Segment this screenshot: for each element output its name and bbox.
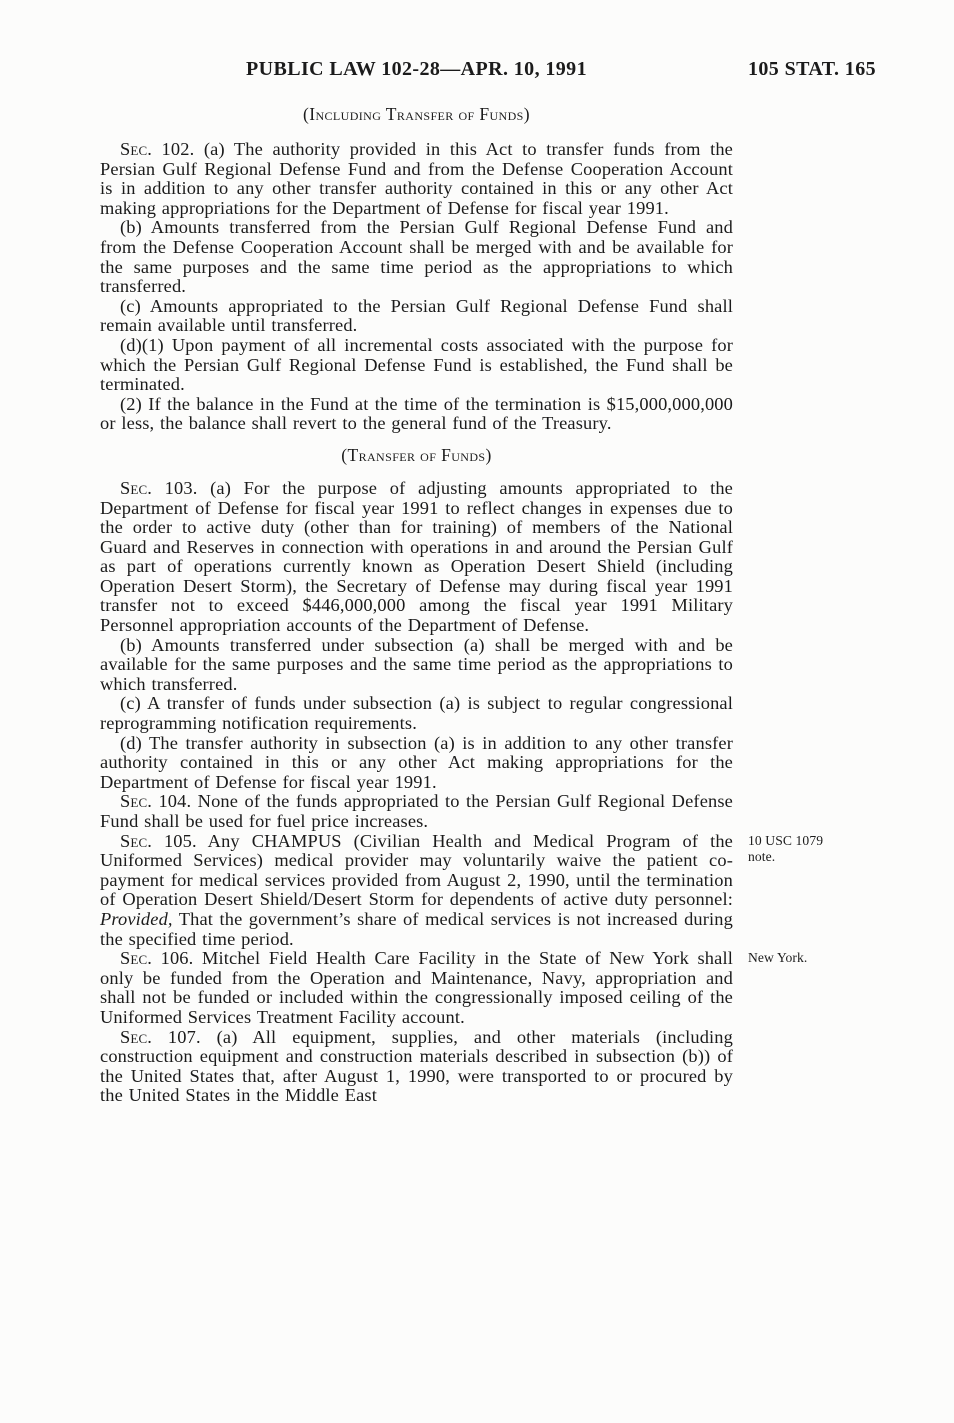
- text-segment: (2) If the balance in the Fund at the time of the termination is $15,000,000,000 or less, the balance shall revert to the general fund of the Treasury.: [100, 393, 733, 434]
- heading-including-transfer-of-funds: (Including Transfer of Funds): [302, 104, 530, 124]
- text-segment: (a) The authority provided in this Act to transfer funds from the Persian Gulf Regional Defense Fund and from the Defense Cooperation Account is in addition to any other transfer authority contained in this or any other Act making appropriations for the Department of Defense for fiscal year 1991.: [100, 139, 733, 218]
- text-segment: Sec. 103.: [120, 477, 198, 498]
- text-segment: (c) A transfer of funds under subsection (a) is subject to regular congressional reprogramming notification requirements.: [100, 693, 733, 734]
- margin-note: New York.: [748, 950, 808, 966]
- text-segment: (a) For the purpose of adjusting amounts appropriated to the Department of Defense for fiscal year 1991 to reflect changes in expenses due to the order to active duty (other than for training) of members of the National Guard and Reserves in connection with operations in and around the Persian Gulf as part of operations currently known as Operation Desert Shield (including Operation Desert Storm), the Secretary of Defense may during fiscal year 1991 transfer not to exceed $446,000,000 among the fiscal year 1991 Military Personnel appropriation accounts of the Department of Defense.: [100, 477, 733, 636]
- text-segment: (b) Amounts transferred from the Persian Gulf Regional Defense Fund and from the Defense Cooperation Account shall be merged with and be available for the same purposes and the same time period as the appropriations to which transferred.: [100, 217, 733, 297]
- sec-102-c: [100, 297, 733, 336]
- sec-102-d-1: [100, 336, 733, 395]
- text-segment: Mitchel Field Health Care Facility in the State of New York shall only be funded from the Operation and Maintenance, Navy, appropriation and shall not be funded or included within the congressionally imposed ceiling of the Uniformed Services Treatment Facility account.: [100, 948, 733, 1027]
- text-segment: Sec. 106.: [120, 948, 194, 969]
- text-segment: (a) All equipment, supplies, and other materials (including construction equipment and construction materials described in subsection (b)) of the United States that, after August 1, 1990, were transported to or procured by the United States in the Middle East: [100, 1026, 733, 1106]
- sec-102-a: [100, 140, 733, 218]
- text-segment: Any CHAMPUS (Civilian Health and Medical Program of the Uniformed Services) medical provider may voluntarily waive the patient co-payment for medical services provided from August 2, 1990, until the termination of Operation Desert Shield/Desert Storm for dependents of active duty personnel:: [100, 830, 733, 910]
- statute-body: [100, 104, 824, 1106]
- margin-note: 10 USC 1079 note.: [748, 832, 824, 865]
- text-segment: That the government’s share of medical services is not increased during the specified time period.: [100, 908, 733, 949]
- sec-107-a: [100, 1028, 733, 1106]
- text-segment: Provided,: [100, 908, 173, 929]
- sec-103-b: [100, 636, 733, 695]
- sec-103-a: [100, 479, 733, 636]
- sec-104: [100, 792, 733, 831]
- page-header-law-title: PUBLIC LAW 102-28—APR. 10, 1991: [246, 58, 587, 80]
- sec-105: [100, 830, 824, 950]
- text-segment: (c) Amounts appropriated to the Persian Gulf Regional Defense Fund shall remain available until transferred.: [100, 295, 733, 336]
- heading-transfer-of-funds: (Transfer of Funds): [341, 444, 492, 465]
- text-segment: Sec. 104.: [120, 791, 192, 812]
- text-segment: Sec. 102.: [120, 139, 195, 159]
- text-segment: None of the funds appropriated to the Persian Gulf Regional Defense Fund shall be used for fuel price increases.: [100, 791, 733, 831]
- text-segment: (d) The transfer authority in subsection (a) is in addition to any other transfer authority contained in this or any other Act making appropriations for the Department of Defense for fiscal year 1991.: [100, 732, 733, 792]
- sec-102-d-2: [100, 395, 733, 434]
- sec-106: [100, 948, 808, 1027]
- text-segment: (d)(1) Upon payment of all incremental costs associated with the purpose for which the Persian Gulf Regional Defense Fund is established, the Fund shall be terminated.: [100, 334, 733, 395]
- sec-103-c: [100, 694, 733, 733]
- page-header-stat-number: 105 STAT. 165: [748, 58, 876, 80]
- sec-102-b: [100, 218, 733, 296]
- text-segment: Sec. 105.: [120, 830, 197, 851]
- text-segment: Sec. 107.: [120, 1026, 201, 1047]
- sec-103-d: [100, 734, 733, 793]
- text-segment: (b) Amounts transferred under subsection (a) shall be merged with and be available for the same purposes and the same time period as the appropriations to which transferred.: [100, 634, 733, 694]
